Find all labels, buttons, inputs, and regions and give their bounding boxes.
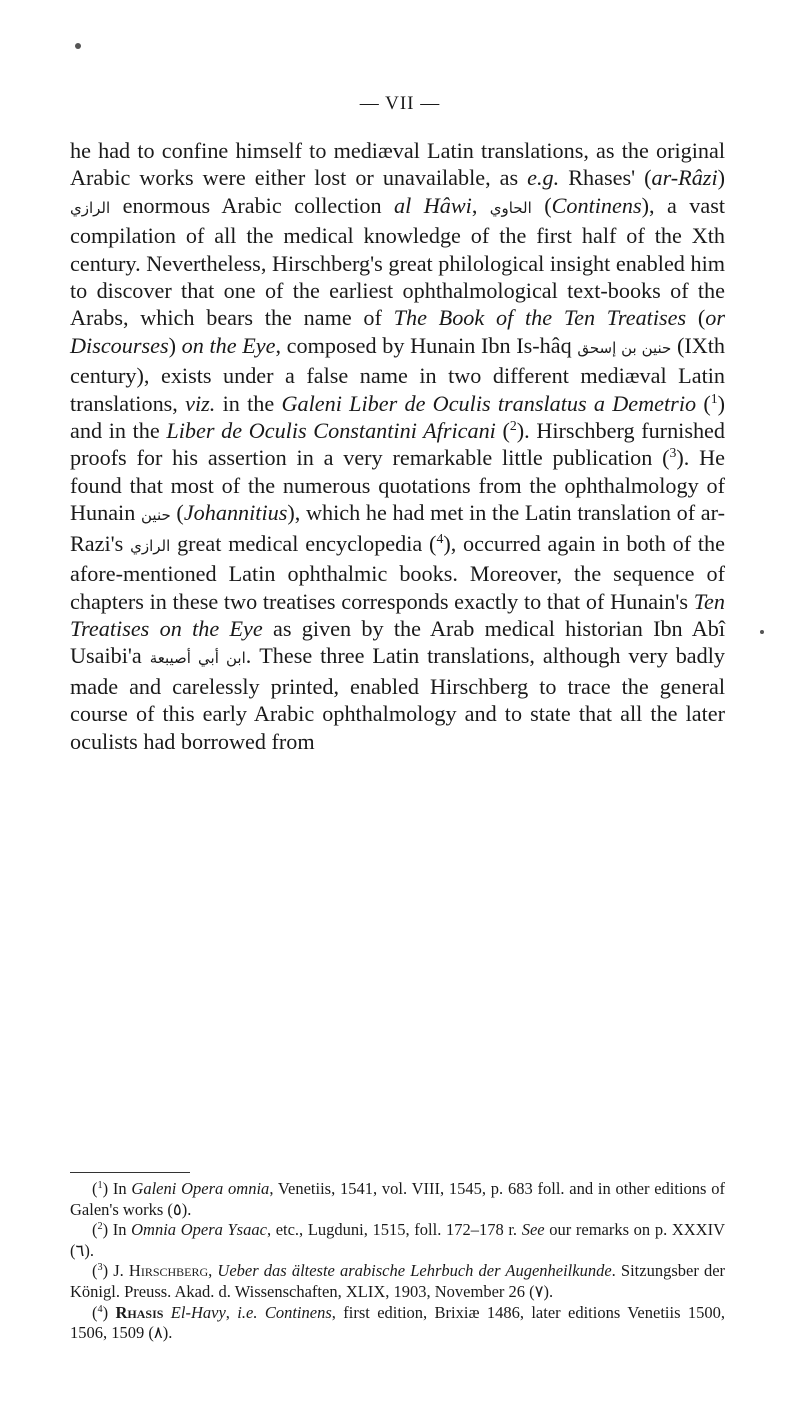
- text-run: [163, 1303, 170, 1322]
- text-run: enormous Arabic collection: [110, 192, 395, 218]
- arabic-text: حنين: [141, 506, 171, 525]
- page-number: — VII —: [359, 93, 441, 114]
- text-run: (: [495, 418, 510, 444]
- text-run: In: [112, 1179, 132, 1198]
- text-run: In: [112, 1220, 132, 1240]
- text-run: Ten Treatises on the Eye: [70, 588, 725, 641]
- arabic-text: الرازي: [130, 536, 171, 555]
- footnote-ref: 1: [710, 390, 718, 406]
- arabic-text: الحاوي: [489, 198, 532, 217]
- text-run: , Venetiis, 1541, vol. VIII, 1545, p. 683 foll. and in other editions of Galen's works (٥).: [70, 1179, 725, 1219]
- footnote-ref: 3: [669, 445, 677, 461]
- text-run: Rhasis: [115, 1302, 164, 1322]
- text-run: ): [717, 165, 725, 191]
- print-speck: [760, 630, 764, 634]
- text-run: El-Havy: [170, 1302, 226, 1322]
- text-run: . These three Latin translations, although very badly made and carelessly printed, enabled Hirschberg to trace the general course of this early Arabic ophthalmology and to state that all the later oculists had borrowed from: [70, 643, 725, 754]
- footnote-number: 2: [97, 1221, 103, 1233]
- text-run: (: [531, 192, 552, 218]
- footnote-divider: [70, 1172, 190, 1173]
- text-run: Continens: [551, 192, 642, 218]
- text-run: ). Hirschberg furnished proofs for his assertion in a very remarkable little publication (: [70, 418, 725, 471]
- arabic-text: الرازي: [70, 198, 111, 217]
- text-run: great medical encyclopedia (: [170, 530, 437, 556]
- main-paragraph: [70, 137, 725, 755]
- text-run: The Book of the Ten Treatises: [393, 305, 687, 331]
- footnote-ref: 2: [509, 417, 517, 433]
- text-run: ), occurred again in both of the afore-mentioned Latin ophthalmic books. Moreover, the sequence of chapters in these two treatises corresponds exactly to that of Hunain's: [70, 530, 725, 614]
- text-run: (IXth century), exists under a false name in two different mediæval Latin translations,: [70, 332, 726, 416]
- text-run: ): [168, 332, 182, 358]
- footnote: ($^4$) Rhasis El-Havy, i.e. Continens, first edition, Brixiæ 1486, later editions Venetiis 1500, 1506, 1509 (٨).: [70, 1302, 725, 1343]
- text-run: Galeni Opera omnia: [131, 1179, 270, 1198]
- text-run: . Sitzungsber der Königl. Preuss. Akad. d. Wissenschaften, XLIX, 1903, November 26 (٧).: [70, 1261, 726, 1301]
- text-run: , etc., Lugduni, 1515, foll. 172–178 r.: [266, 1220, 522, 1240]
- text-run: our remarks on p. XXXIV (٦).: [70, 1220, 725, 1260]
- text-run: on the Eye: [181, 332, 276, 358]
- text-run: ). He found that most of the numerous quotations from the ophthalmology of Hunain: [70, 445, 725, 526]
- footnote-ref: 4: [436, 530, 444, 546]
- text-run: e.g.: [527, 165, 560, 191]
- text-run: Liber de Oculis Constantini Africani: [166, 418, 496, 444]
- text-run: Johannitius: [183, 500, 288, 526]
- footnote-number: 4: [97, 1303, 103, 1315]
- text-run: (: [686, 305, 706, 331]
- text-run: ,: [208, 1261, 218, 1281]
- text-run: Ueber das älteste arabische Lehrbuch der Augenheilkunde: [217, 1261, 612, 1281]
- text-run: ), a vast compilation of all the medical knowledge of the first half of the Xth century. Nevertheless, Hirschberg's great philological insight enabled him to discover that one of the earliest ophthalmological text-books of the Arabs, which bears the name of: [70, 192, 725, 331]
- text-run: viz.: [185, 390, 216, 416]
- print-speck: [75, 43, 81, 49]
- text-run: , first edition, Brixiæ 1486, later editions Venetiis 1500, 1506, 1509 (٨).: [70, 1302, 725, 1343]
- text-run: i.e.: [237, 1302, 258, 1322]
- footnote-number: 1: [97, 1179, 103, 1191]
- text-run: he had to confine himself to mediæval Latin translations, as the original Arabic works were either lost or unavailable, as: [70, 138, 725, 191]
- text-run: See: [521, 1220, 545, 1240]
- footnote: ($^1$) In Galeni Opera omnia, Venetiis, 1541, vol. VIII, 1545, p. 683 foll. and in other editions of Galen's works (٥).: [70, 1179, 725, 1219]
- text-run: Omnia Opera Ysaac: [131, 1220, 267, 1240]
- text-run: al Hâwi: [394, 192, 472, 218]
- arabic-text: حنين بن إسحق: [577, 338, 672, 357]
- footnote-number: 3: [97, 1262, 103, 1274]
- text-run: ), which he had met in the Latin translation of ar-Razi's: [70, 500, 725, 556]
- text-run: in the: [215, 390, 282, 416]
- text-run: , composed by Hunain Ibn Is-hâq: [275, 332, 578, 358]
- text-run: Hirschberg: [128, 1261, 209, 1281]
- text-run: Galeni Liber de Oculis translatus a Demetrio: [281, 390, 697, 416]
- text-run: ,: [471, 192, 490, 218]
- text-run: Continens: [264, 1302, 332, 1322]
- footnote: ($^2$) In Omnia Opera Ysaac, etc., Lugduni, 1515, foll. 172–178 r. See our remarks on p. XXXIV (٦).: [70, 1220, 725, 1260]
- text-run: ar-Râzi: [651, 165, 718, 191]
- text-run: J.: [113, 1261, 129, 1281]
- text-run: (: [170, 500, 184, 526]
- text-run: (: [696, 390, 711, 416]
- footnotes: [70, 1179, 725, 1344]
- text-run: ) and in the: [70, 390, 725, 444]
- text-run: or Discourses: [70, 305, 725, 358]
- footnote: ($^3$) J. Hirschberg, Ueber das älteste arabische Lehrbuch der Augenheilkunde. Sitzungsber der Königl. Preuss. Akad. d. Wissenschaften, XLIX, 1903, November 26 (٧).: [70, 1261, 726, 1301]
- text-run: as given by the Arab medical historian Ibn Abî Usaibi'a: [70, 615, 725, 669]
- text-run: Rhases' (: [559, 165, 652, 191]
- text-run: ,: [225, 1302, 238, 1322]
- text-run: [257, 1303, 264, 1322]
- arabic-text: ابن أبي أصيبعة: [149, 649, 246, 668]
